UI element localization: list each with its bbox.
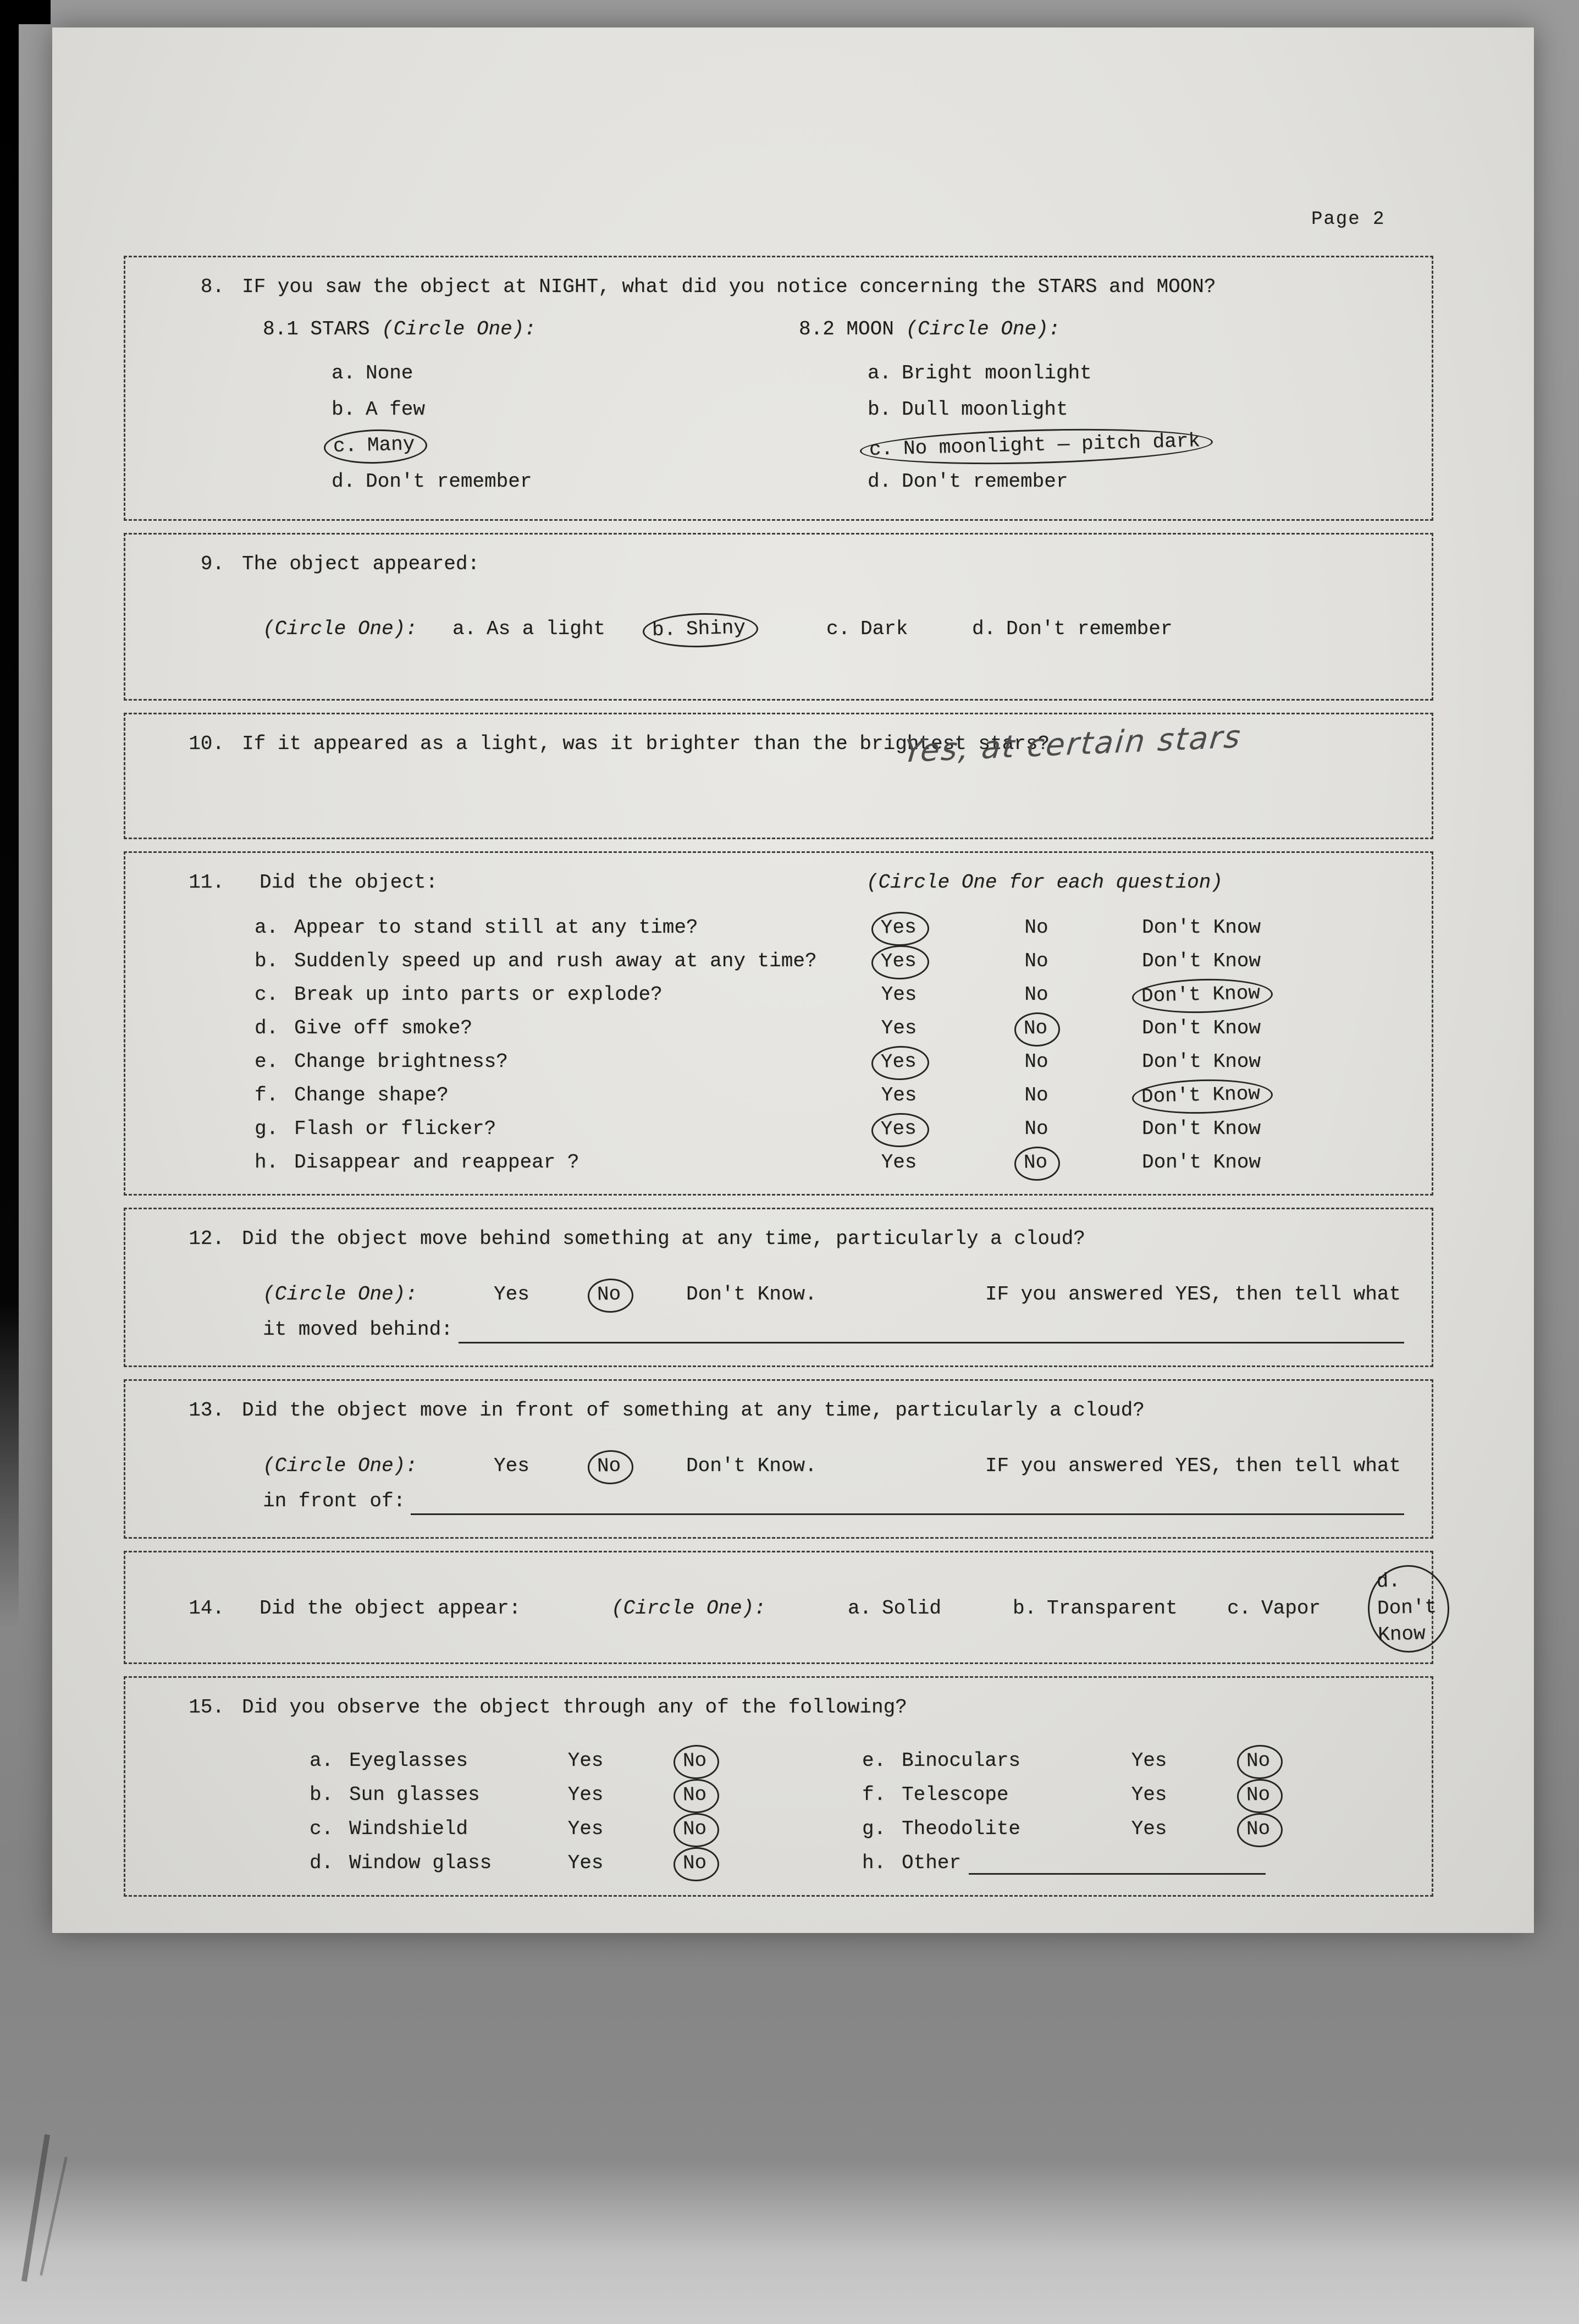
question-text: Break up into parts or explode?	[294, 983, 662, 1006]
q11-row-e	[180, 1045, 1404, 1079]
option-letter: c.	[310, 1818, 334, 1841]
answer-dont-know: Don't Know	[1141, 1151, 1261, 1174]
question-text: Appear to stand still at any time?	[294, 916, 698, 939]
question-13-line	[180, 1397, 1404, 1424]
answer-no	[641, 1782, 750, 1809]
circled-answer: No	[1237, 1813, 1284, 1848]
question-number: 14.	[189, 1596, 224, 1620]
option-letter: g.	[255, 1117, 279, 1141]
circled-answer: Yes	[871, 1113, 929, 1148]
option-letter: d.	[255, 1017, 279, 1040]
question-11-section	[124, 851, 1433, 1196]
answer-dont-know: Don't Know	[1141, 1117, 1261, 1141]
answer-dont-know: Don't Know	[1141, 916, 1261, 939]
answer-no: No	[1024, 1050, 1048, 1073]
q12-circle-line	[180, 1281, 1404, 1308]
circle-one-label: (Circle One):	[263, 1454, 417, 1477]
question-number: 11.	[189, 871, 224, 894]
blank-label: it moved behind:	[263, 1318, 453, 1341]
q11-rows	[180, 911, 1404, 1180]
option-letter: f.	[862, 1783, 886, 1807]
option-row	[263, 396, 799, 423]
option	[972, 616, 1172, 643]
option-letter: d.	[1376, 1569, 1401, 1593]
answer-yes	[836, 1116, 962, 1143]
followup-text: IF you answered YES, then tell what	[985, 1282, 1401, 1306]
answer-no	[641, 1748, 750, 1775]
option-row	[263, 469, 799, 495]
answer-no: No	[1024, 916, 1048, 939]
option-text: Windshield	[349, 1818, 468, 1841]
question-text: Did the object:	[260, 871, 438, 894]
q15-columns	[180, 1744, 1404, 1881]
answer-no	[595, 1281, 686, 1308]
q11-row-h	[180, 1146, 1404, 1180]
option-text: Transparent	[1047, 1596, 1178, 1620]
q11-row-f	[180, 1079, 1404, 1113]
stars-label-text: 8.1 STARS	[263, 317, 382, 340]
option-text: Telescope	[902, 1783, 1009, 1807]
answer-yes: Yes	[881, 1151, 917, 1174]
option	[826, 616, 972, 643]
answer-no	[641, 1850, 750, 1877]
option-letter: a.	[310, 1749, 334, 1772]
option	[1013, 1595, 1227, 1622]
circle-one-label: (Circle One):	[263, 1282, 417, 1306]
answer-yes: Yes	[881, 1084, 917, 1107]
q11-row-g	[180, 1113, 1404, 1146]
option-letter: a.	[848, 1596, 872, 1620]
option-letter: d.	[972, 618, 996, 641]
q13-circle-line	[180, 1453, 1404, 1480]
q11-row-b	[180, 945, 1404, 978]
answer-yes	[836, 915, 962, 941]
answer-yes: Yes	[567, 1749, 604, 1772]
answer-dont-know: Don't Know	[1141, 950, 1261, 973]
scan-edge-artifact	[0, 0, 19, 1628]
circle-one-label: (Circle One):	[611, 1596, 766, 1620]
circle-one-label: (Circle One):	[382, 317, 536, 340]
option	[452, 616, 650, 643]
option	[332, 470, 532, 493]
answer-blank-line	[459, 1320, 1404, 1343]
option-letter: a.	[452, 618, 477, 641]
question-text: If it appeared as a light, was it brighter than the brightest stars?	[242, 732, 1050, 755]
question-text: Change brightness?	[294, 1050, 508, 1073]
circled-answer: No	[1237, 1778, 1284, 1814]
moon-label	[799, 316, 1404, 343]
option-letter: b.	[332, 398, 356, 421]
option-text: Dull moonlight	[902, 398, 1068, 421]
option-text: Many	[367, 433, 415, 457]
option-text: Don't Know	[1377, 1595, 1437, 1646]
answer-yes	[836, 1049, 962, 1076]
answer-yes: Yes	[1131, 1749, 1167, 1772]
circled-answer: Yes	[871, 911, 929, 946]
option-letter: a.	[332, 362, 356, 385]
option-text: Solid	[882, 1596, 942, 1620]
option-text: Binoculars	[902, 1749, 1021, 1772]
circled-answer: Yes	[871, 1045, 929, 1081]
question-12-line	[180, 1226, 1404, 1253]
circled-option	[642, 612, 759, 648]
scan-corner-artifact	[0, 0, 51, 24]
answer-yes: Yes	[494, 1454, 529, 1477]
option	[650, 616, 826, 643]
answer-no	[962, 1149, 1111, 1176]
option	[868, 398, 1068, 421]
circled-answer: No	[1237, 1744, 1284, 1780]
question-number: 8.	[200, 276, 224, 298]
question-15-line	[180, 1694, 1404, 1721]
answer-yes: Yes	[494, 1282, 529, 1306]
option-letter: c.	[333, 434, 357, 458]
q15-left-column	[310, 1744, 862, 1881]
circled-answer: No	[1014, 1012, 1061, 1047]
option	[848, 1595, 1013, 1622]
option-letter: a.	[255, 916, 279, 939]
question-number: 15.	[189, 1695, 224, 1719]
option-letter: b.	[868, 398, 892, 421]
option-letter: c.	[1227, 1596, 1251, 1620]
question-12-section	[124, 1208, 1433, 1367]
option-row	[263, 432, 799, 459]
option	[332, 398, 425, 421]
q15-row-g	[862, 1813, 1404, 1847]
stars-label	[263, 316, 799, 343]
circled-option	[859, 425, 1213, 468]
other-blank-line	[969, 1853, 1266, 1875]
option-text: Other	[902, 1852, 962, 1875]
answer-dont-know: Don't Know.	[686, 1454, 817, 1477]
answer-yes: Yes	[1131, 1818, 1167, 1841]
question-text: IF you saw the object at NIGHT, what did you notice concerning the STARS and MOON?	[242, 276, 1216, 298]
option-text: Don't remember	[366, 470, 532, 493]
option-text: As a light	[487, 618, 606, 641]
option-letter: c.	[255, 983, 279, 1006]
option-text: None	[366, 362, 413, 385]
answer-dont-know	[1111, 982, 1292, 1009]
answer-no	[641, 1816, 750, 1843]
option-text: Don't remember	[902, 470, 1068, 493]
question-text: Did the object move behind something at any time, particularly a cloud?	[242, 1227, 1085, 1251]
option	[868, 362, 1092, 384]
q15-row-h	[862, 1847, 1404, 1881]
blank-label: in front of:	[263, 1490, 406, 1513]
moon-label-text: 8.2 MOON	[799, 317, 906, 340]
answer-dont-know: Don't Know.	[686, 1282, 817, 1306]
option-letter: h.	[255, 1151, 279, 1174]
q15-row-d	[310, 1847, 862, 1881]
answer-yes: Yes	[567, 1852, 604, 1875]
q15-row-f	[862, 1778, 1404, 1813]
option-letter: c.	[869, 438, 893, 461]
question-9-section	[124, 533, 1433, 701]
question-8-line	[180, 274, 1404, 301]
option-text: Sun glasses	[349, 1783, 480, 1807]
option-row	[799, 360, 1404, 387]
q15-right-column	[862, 1744, 1404, 1881]
option-row	[799, 429, 1404, 461]
option-text: No moonlight — pitch dark	[903, 429, 1201, 460]
circled-answer: No	[587, 1450, 634, 1485]
answer-no	[1204, 1782, 1314, 1809]
option-text: Vapor	[1261, 1596, 1321, 1620]
answer-dont-know: Don't Know	[1141, 1017, 1261, 1040]
circled-option	[323, 428, 428, 465]
page-number: Page 2	[1311, 209, 1385, 230]
option-letter: f.	[255, 1084, 279, 1107]
moon-column	[799, 316, 1404, 505]
q15-row-e	[862, 1744, 1404, 1778]
circled-answer: Don't Know	[1131, 1078, 1273, 1115]
option-letter: c.	[826, 618, 851, 641]
answer-no: No	[1024, 1084, 1048, 1107]
question-8-section	[124, 256, 1433, 521]
answer-blank-line	[411, 1492, 1404, 1515]
option-letter: d.	[310, 1852, 334, 1875]
option-text: Shiny	[686, 616, 746, 641]
answer-yes: Yes	[1131, 1783, 1167, 1807]
option-letter: e.	[862, 1749, 886, 1772]
option-row	[799, 396, 1404, 423]
question-text: Did the object move in front of something at any time, particularly a cloud?	[242, 1399, 1145, 1422]
option-text: Don't remember	[1006, 618, 1173, 641]
option-text: Dark	[860, 618, 908, 641]
q13-blank-line	[180, 1488, 1404, 1515]
answer-yes: Yes	[567, 1818, 604, 1841]
q11-row-d	[180, 1012, 1404, 1045]
answer-no	[962, 1015, 1111, 1042]
option-letter: b.	[652, 618, 676, 642]
stars-column	[263, 316, 799, 505]
question-text: Flash or flicker?	[294, 1117, 496, 1141]
answer-no	[595, 1453, 686, 1480]
answer-dont-know: Don't Know	[1141, 1050, 1261, 1073]
circled-answer: No	[673, 1813, 720, 1848]
question-text: Disappear and reappear ?	[294, 1151, 579, 1174]
question-15-section	[124, 1676, 1433, 1897]
answer-no: No	[1024, 950, 1048, 973]
q15-row-b	[310, 1778, 862, 1813]
answer-no: No	[1024, 983, 1048, 1006]
q15-row-a	[310, 1744, 862, 1778]
question-10-section	[124, 713, 1433, 839]
option-text: Eyeglasses	[349, 1749, 468, 1772]
answer-no: No	[1024, 1117, 1048, 1141]
option	[1227, 1595, 1376, 1622]
circled-answer: Yes	[871, 945, 929, 980]
option	[332, 362, 413, 384]
question-number: 13.	[189, 1399, 224, 1422]
option-letter: b.	[255, 950, 279, 973]
question-number: 12.	[189, 1227, 224, 1251]
circled-option	[1367, 1564, 1450, 1654]
handwritten-answer: Yes, at certain stars	[902, 718, 1244, 770]
question-14-line	[180, 1569, 1437, 1648]
question-number: 10.	[189, 732, 224, 755]
questionnaire-page	[52, 27, 1534, 1933]
answer-yes: Yes	[567, 1783, 604, 1807]
circled-answer: No	[673, 1778, 720, 1814]
option-row	[799, 469, 1404, 495]
option-text: A few	[366, 398, 426, 421]
question-text: Did you observe the object through any of the following?	[242, 1695, 907, 1719]
answer-yes: Yes	[881, 1017, 917, 1040]
option-letter: e.	[255, 1050, 279, 1073]
question-9-line	[180, 551, 1404, 578]
circle-one-label: (Circle One):	[906, 317, 1061, 340]
q15-row-c	[310, 1813, 862, 1847]
option-letter: b.	[310, 1783, 334, 1807]
answer-no	[1204, 1816, 1314, 1843]
q8-columns	[180, 316, 1404, 505]
circle-one-instruction: (Circle One for each question)	[866, 871, 1223, 894]
option-text: Window glass	[349, 1852, 492, 1875]
option-letter: b.	[1013, 1596, 1037, 1620]
option-letter: a.	[868, 362, 892, 385]
answer-no	[1204, 1748, 1314, 1775]
option-text: Theodolite	[902, 1818, 1021, 1841]
circled-answer: Don't Know	[1131, 977, 1273, 1015]
q11-row-a	[180, 911, 1404, 945]
option	[1376, 1569, 1439, 1648]
question-14-section	[124, 1551, 1437, 1664]
question-13-section	[124, 1379, 1433, 1539]
option-row	[263, 360, 799, 387]
option-letter: h.	[862, 1852, 886, 1875]
question-11-header	[180, 869, 1404, 896]
option	[868, 470, 1068, 493]
question-text: Give off smoke?	[294, 1017, 473, 1040]
q12-blank-line	[180, 1317, 1404, 1343]
question-text: The object appeared:	[242, 552, 480, 575]
answer-yes	[836, 948, 962, 975]
circled-answer: No	[673, 1744, 720, 1780]
question-number: 9.	[200, 552, 224, 575]
question-text: Change shape?	[294, 1084, 449, 1107]
answer-dont-know	[1111, 1082, 1292, 1109]
scan-scratch-artifact	[40, 2157, 68, 2276]
option-letter: g.	[862, 1818, 886, 1841]
circled-answer: No	[1014, 1146, 1061, 1181]
option-text: Bright moonlight	[902, 362, 1092, 385]
question-text: Did the object appear:	[260, 1596, 521, 1620]
answer-yes: Yes	[881, 983, 917, 1006]
q11-row-c	[180, 978, 1404, 1012]
circled-answer: No	[673, 1847, 720, 1882]
question-text: Suddenly speed up and rush away at any time?	[294, 950, 817, 973]
circle-one-label: (Circle One):	[263, 618, 417, 641]
followup-text: IF you answered YES, then tell what	[985, 1454, 1401, 1477]
form-content	[124, 256, 1437, 1909]
option-letter: d.	[332, 470, 356, 493]
option-letter: d.	[868, 470, 892, 493]
circled-answer: No	[587, 1278, 634, 1313]
q9-options-line	[180, 616, 1404, 643]
